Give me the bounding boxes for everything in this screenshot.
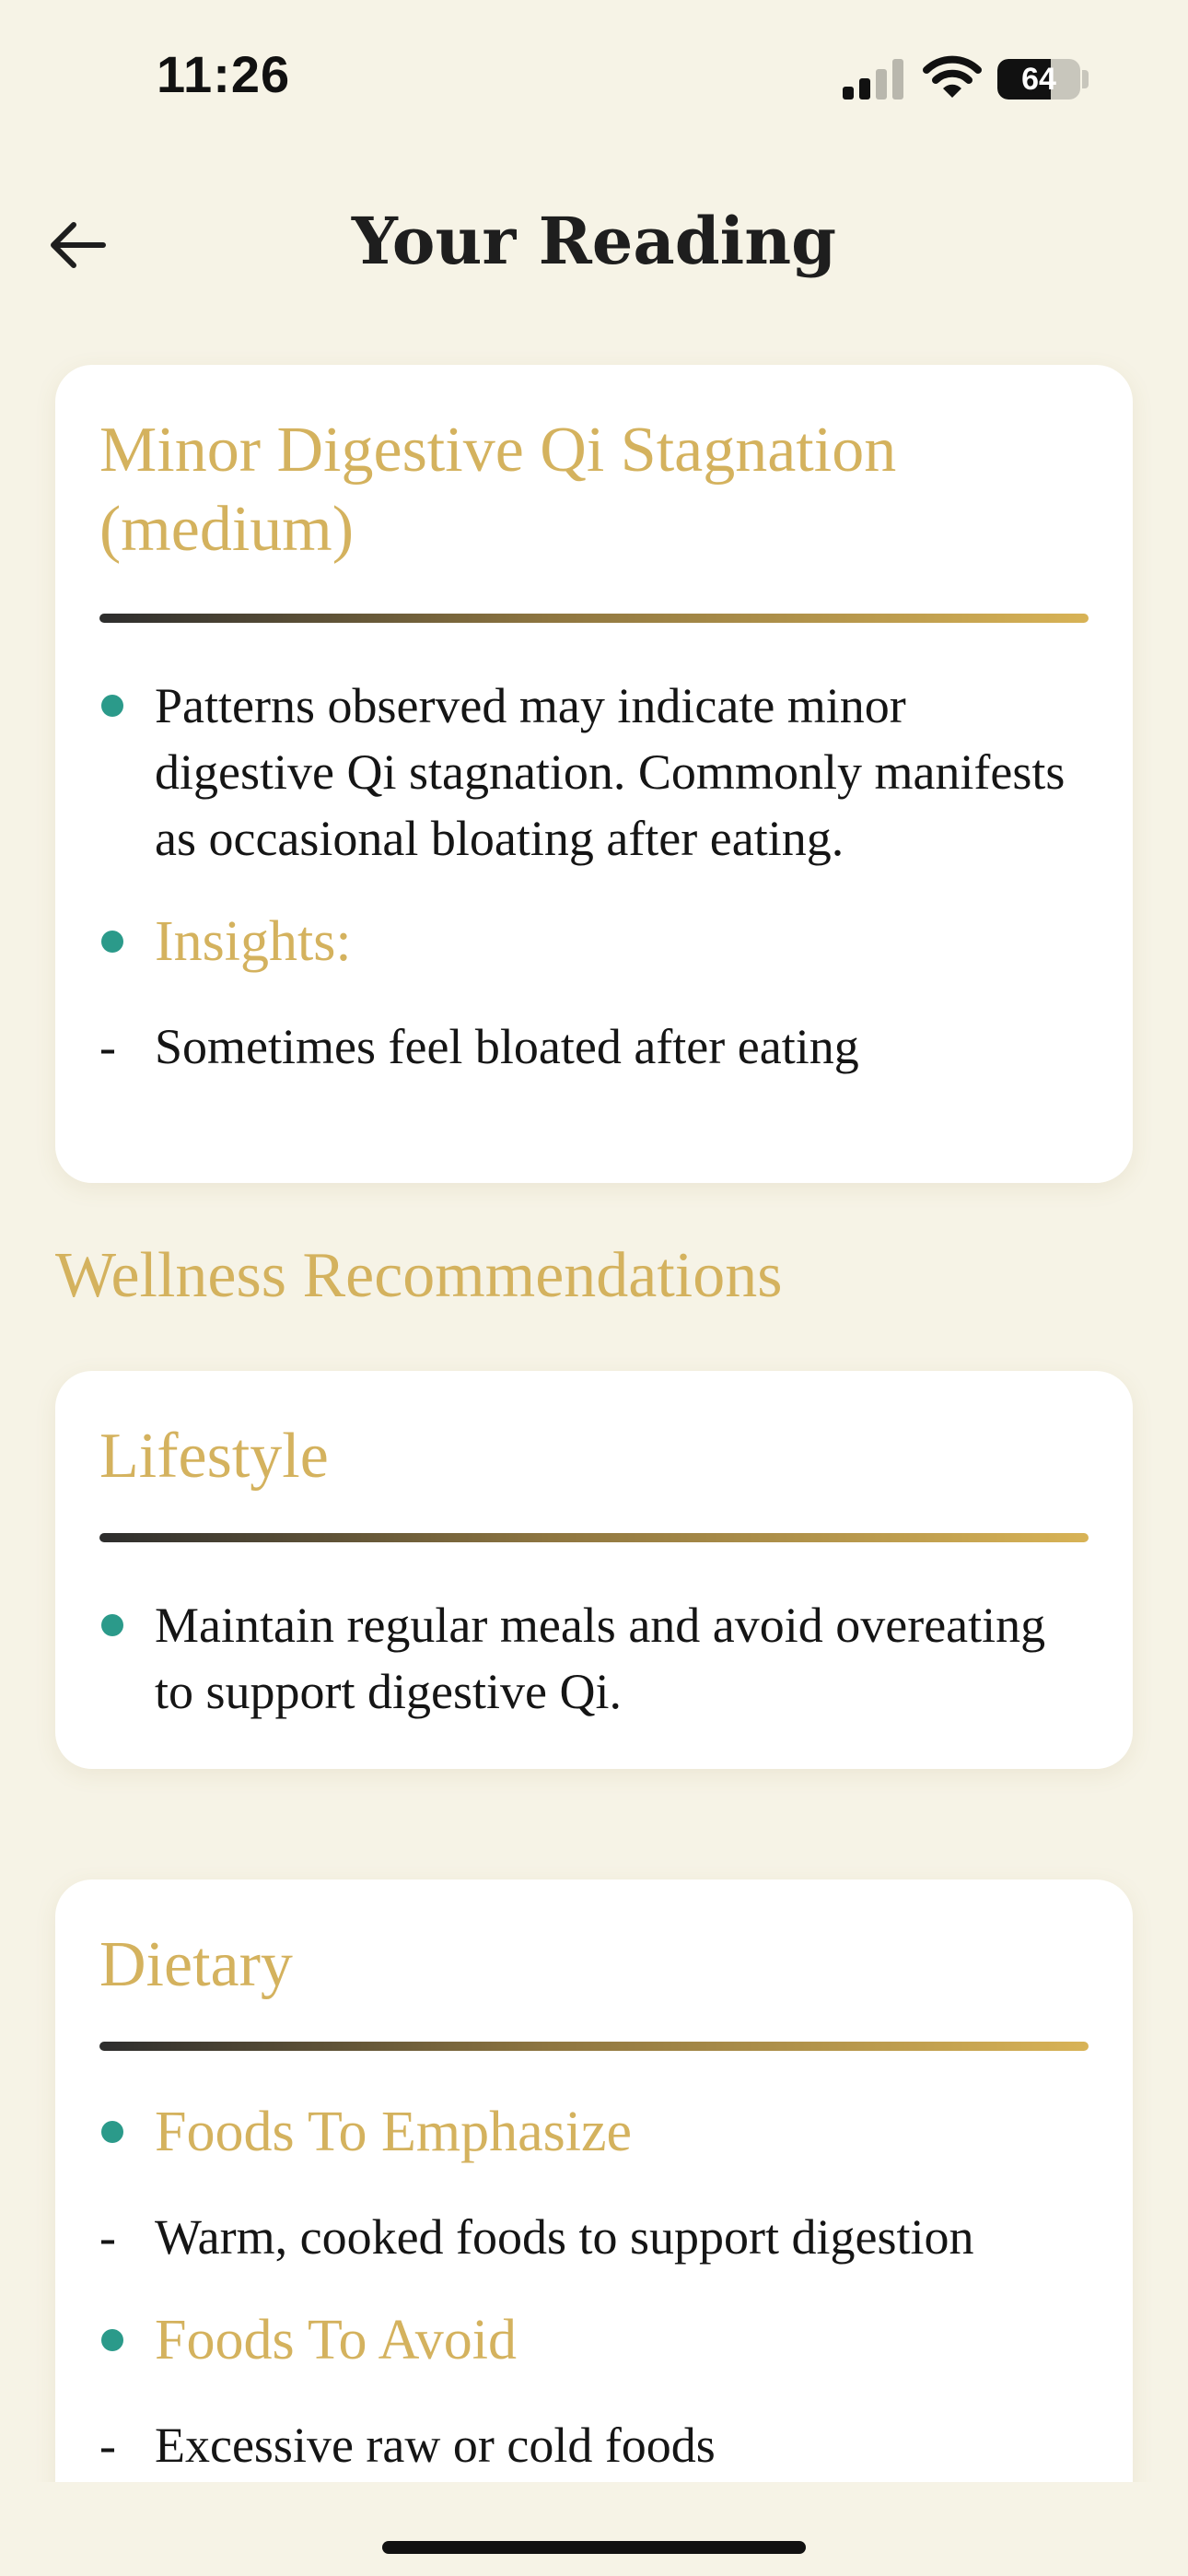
list-item xyxy=(99,2099,1089,2167)
insights-label: Insights: xyxy=(155,910,352,973)
list-item xyxy=(99,1592,1089,1725)
avoid-label: Foods To Avoid xyxy=(155,2309,518,2371)
list-item xyxy=(99,2204,1089,2270)
card-divider xyxy=(99,614,1089,623)
lifestyle-item: Maintain regular meals and avoid overeating to support digestive Qi. xyxy=(155,1598,1046,1719)
card-divider xyxy=(99,2042,1089,2051)
card-divider xyxy=(99,1533,1089,1542)
reading-description: Patterns observed may indicate minor digestive Qi stagnation. Commonly manifests as occasional bloating after eating. xyxy=(155,678,1066,866)
section-heading: Wellness Recommendations xyxy=(55,1240,783,1311)
bottom-bar xyxy=(0,2482,1188,2576)
dash-mark: - xyxy=(99,2209,116,2265)
page-title: Your Reading xyxy=(351,203,837,279)
lifestyle-card xyxy=(55,1371,1133,1769)
list-item xyxy=(99,2412,1089,2478)
dash-mark: - xyxy=(99,2418,116,2473)
list-item xyxy=(99,2307,1089,2375)
list-item xyxy=(99,908,1089,977)
lifestyle-title: Lifestyle xyxy=(99,1421,329,1492)
avoid-item: Excessive raw or cold foods xyxy=(155,2418,716,2473)
reading-card xyxy=(55,365,1133,1183)
header xyxy=(0,184,1188,304)
battery-icon xyxy=(997,59,1080,100)
dash-mark: - xyxy=(99,1019,116,1074)
bullet-dot xyxy=(101,931,123,953)
bullet-dot xyxy=(101,1614,123,1636)
reading-title: Minor Digestive Qi Stagnation (medium) xyxy=(99,415,897,565)
emphasize-item: Warm, cooked foods to support digestion xyxy=(155,2209,974,2265)
bullet-dot xyxy=(101,2121,123,2143)
bullet-dot xyxy=(101,695,123,717)
status-bar xyxy=(0,0,1188,161)
list-item xyxy=(99,1013,1089,1080)
home-indicator[interactable] xyxy=(382,2541,806,2554)
dietary-card xyxy=(55,1879,1133,2543)
bullet-dot xyxy=(101,2329,123,2351)
emphasize-label: Foods To Emphasize xyxy=(155,2101,633,2163)
status-time: 11:26 xyxy=(157,45,291,103)
battery-tip xyxy=(1082,70,1089,88)
battery-percent: 64 xyxy=(1021,62,1056,97)
wifi-icon xyxy=(923,53,982,100)
dietary-title: Dietary xyxy=(99,1929,293,2000)
insight-text: Sometimes feel bloated after eating xyxy=(155,1019,859,1074)
cellular-signal-icon xyxy=(841,59,905,100)
list-item xyxy=(99,673,1089,872)
